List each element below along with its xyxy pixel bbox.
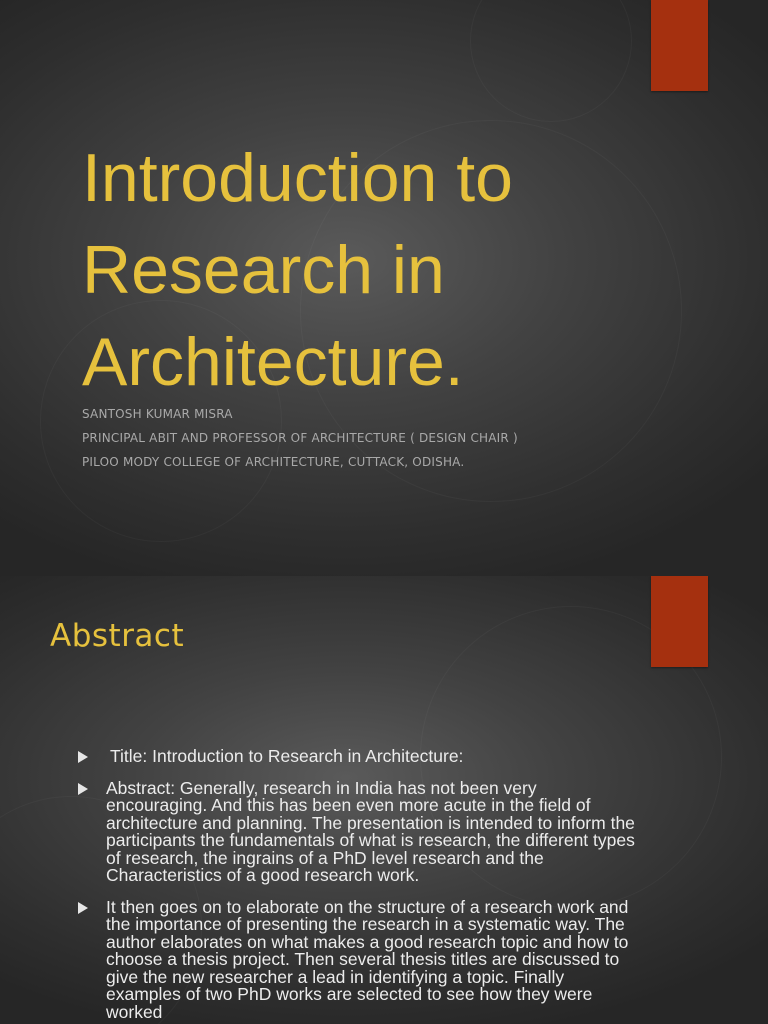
- list-item: [78, 896, 638, 1022]
- background-circle: [470, 0, 632, 122]
- author-institution: PILOO MODY COLLEGE OF ARCHITECTURE, CUTTACK, ODISHA.: [82, 455, 465, 469]
- bullet-arrow-icon: [78, 902, 88, 914]
- accent-bar: [651, 576, 708, 667]
- bullet-arrow-icon: [78, 751, 88, 763]
- list-item: [78, 748, 638, 766]
- bullet-list: [78, 748, 638, 1024]
- accent-bar: [651, 0, 708, 91]
- bullet-text: Abstract: Generally, research in India has not been very encouraging. And this has been even more acute in the field of architecture and planning. The presentation is intended to inform the participants the fundamentals of what is research, the different types of research, the ingrains of a PhD level research and the Characteristics of a good research work.: [106, 777, 635, 885]
- author-name: SANTOSH KUMAR MISRA: [82, 407, 233, 421]
- abstract-slide: [0, 576, 768, 1024]
- slide-subtitle: [82, 402, 642, 474]
- bullet-arrow-icon: [78, 783, 88, 795]
- author-position: PRINCIPAL ABIT AND PROFESSOR OF ARCHITECTURE ( DESIGN CHAIR ): [82, 431, 518, 445]
- slide-title: Introduction to Research in Architecture.: [82, 140, 513, 400]
- list-item: [78, 777, 638, 885]
- section-heading: Abstract: [50, 618, 185, 654]
- bullet-text: Title: Introduction to Research in Architecture:: [110, 746, 464, 766]
- bullet-text: It then goes on to elaborate on the structure of a research work and the importance of presenting the research in a systematic way. The author elaborates on what makes a good research topic and how to choose a thesis project. Then several thesis titles are discussed to give the new researcher a lead in identifying a topic. Finally examples of two PhD works are selected to see how they were worked: [106, 896, 629, 1022]
